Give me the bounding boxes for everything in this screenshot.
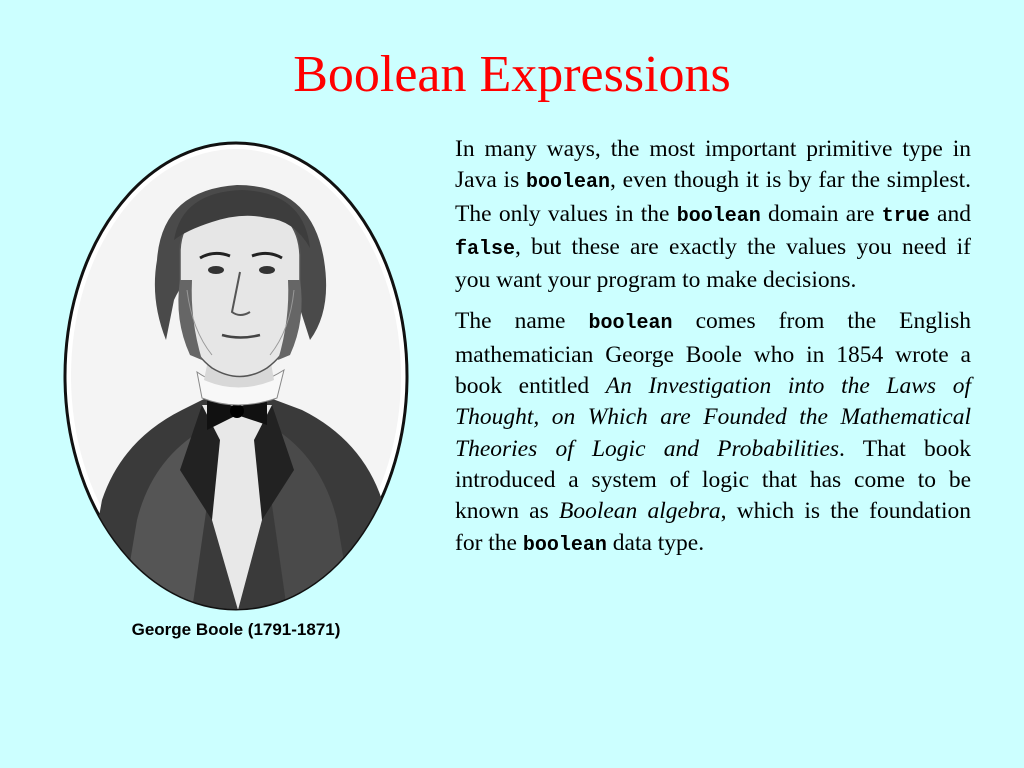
- p1-text-2: , even though it is by far the simplest. The only values in the: [455, 167, 971, 227]
- p1-code-true: true: [881, 204, 930, 228]
- george-boole-portrait-image: [62, 140, 410, 612]
- p1-text-3: domain are: [760, 200, 882, 227]
- p1-code-boolean-2: boolean: [676, 204, 761, 228]
- slide-title: Boolean Expressions: [293, 46, 731, 103]
- p1-code-false: false: [455, 237, 516, 261]
- p2-book-title: An Investigation into the Laws of Thought, on Which are Founded the Mathematical Theories of Logic and Probabilities: [455, 373, 971, 462]
- p2-text-1: The name: [455, 308, 589, 335]
- p2-boolean-algebra: Boolean algebra: [558, 498, 721, 525]
- p2-text-5: data type.: [606, 529, 705, 556]
- p1-code-boolean-1: boolean: [526, 171, 611, 195]
- p2-code-boolean-1: boolean: [588, 312, 673, 336]
- body-text: [455, 134, 971, 571]
- p1-text-5: , but these are exactly the values you need if you want your program to make decisions.: [455, 233, 971, 294]
- p2-code-boolean-2: boolean: [522, 533, 607, 557]
- portrait-caption: George Boole (1791-1871): [131, 620, 341, 639]
- paragraph-2: [455, 306, 971, 560]
- portrait-figure: [71, 149, 402, 610]
- p2-text-3: . That book introduced a system of logic that has come to be known as: [455, 435, 971, 525]
- paragraph-1: [455, 134, 971, 296]
- p1-text-1: In many ways, the most important primitive type in Java is: [455, 136, 971, 194]
- p2-text-4: , which is the foundation for the: [455, 498, 971, 556]
- p2-text-2: comes from the English mathematician George Boole who in 1854 wrote a book entitled: [455, 308, 971, 400]
- p1-text-4: and: [929, 200, 971, 227]
- portrait-illustration: [62, 140, 410, 612]
